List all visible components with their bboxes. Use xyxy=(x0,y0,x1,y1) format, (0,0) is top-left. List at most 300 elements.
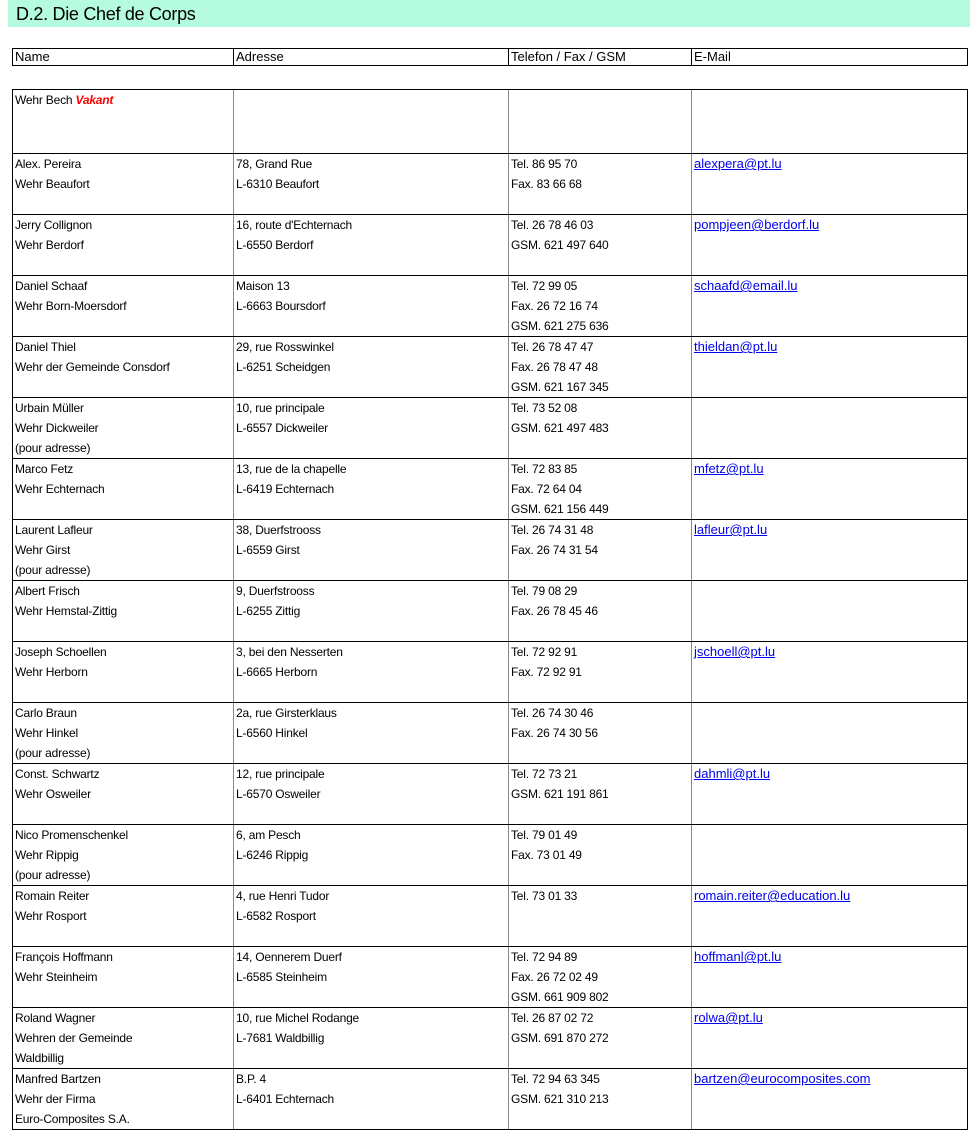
name-cell xyxy=(13,398,234,458)
email-cell-line xyxy=(694,459,967,479)
email-cell xyxy=(692,337,967,397)
email-cell-line xyxy=(694,132,967,153)
phone-cell-line: Tel. 86 95 70 xyxy=(511,157,578,171)
address-cell-line xyxy=(236,926,508,946)
address-cell-line: 29, rue Rosswinkel xyxy=(236,340,334,354)
address-cell-line: L-6665 Herborn xyxy=(236,665,318,679)
name-cell-line: Albert Frisch xyxy=(15,584,80,598)
name-cell-line: Wehr Dickweiler xyxy=(15,421,99,435)
name-cell xyxy=(13,764,234,824)
email-link[interactable]: romain.reiter@education.lu xyxy=(694,888,851,903)
phone-cell-line: Fax. 26 78 47 48 xyxy=(511,360,598,374)
name-cell-line: Wehr Hemstal-Zittig xyxy=(15,604,117,618)
phone-cell-line: Tel. 72 83 85 xyxy=(511,462,578,476)
name-cell-line: Wehr Rosport xyxy=(15,909,87,923)
name-cell-line: Wehr der Gemeinde Consdorf xyxy=(15,360,170,374)
phone-cell-line: Tel. 26 74 31 48 xyxy=(511,523,594,537)
address-cell xyxy=(234,90,509,153)
address-cell-line xyxy=(236,682,508,702)
name-cell-line: Romain Reiter xyxy=(15,889,90,903)
email-cell-line xyxy=(694,947,967,967)
email-cell-line xyxy=(694,682,967,702)
email-cell-line xyxy=(694,886,967,906)
email-link[interactable]: jschoell@pt.lu xyxy=(694,644,776,659)
address-cell xyxy=(234,154,509,214)
phone-cell-line: Tel. 72 99 05 xyxy=(511,279,578,293)
email-cell-line xyxy=(694,154,967,174)
name-cell xyxy=(13,459,234,519)
name-cell-line: Wehr Echternach xyxy=(15,482,105,496)
address-cell-line: 2a, rue Girsterklaus xyxy=(236,706,337,720)
email-link[interactable]: mfetz@pt.lu xyxy=(694,461,764,476)
address-cell-line xyxy=(236,1109,508,1129)
phone-cell xyxy=(509,581,692,641)
phone-cell-line: Fax. 26 72 02 49 xyxy=(511,970,598,984)
phone-cell xyxy=(509,398,692,458)
table-row xyxy=(13,276,967,337)
address-cell xyxy=(234,764,509,824)
address-cell-line: L-6550 Berdorf xyxy=(236,238,314,252)
email-cell-line xyxy=(694,111,967,132)
email-cell-line xyxy=(694,845,967,865)
phone-cell-line xyxy=(511,743,691,763)
name-cell-line: Daniel Thiel xyxy=(15,340,76,354)
address-cell-line: L-6310 Beaufort xyxy=(236,177,320,191)
name-cell-line: Joseph Schoellen xyxy=(15,645,107,659)
address-cell-line: L-6585 Steinheim xyxy=(236,970,327,984)
phone-cell-line: Tel. 26 87 02 72 xyxy=(511,1011,594,1025)
email-cell-line xyxy=(694,581,967,601)
name-cell xyxy=(13,825,234,885)
email-cell-line xyxy=(694,764,967,784)
address-cell-line xyxy=(236,621,508,641)
phone-cell-line xyxy=(511,621,691,641)
email-cell-line xyxy=(694,316,967,336)
address-cell-line xyxy=(236,743,508,763)
email-cell-line xyxy=(694,255,967,275)
address-cell-line: L-6255 Zittig xyxy=(236,604,301,618)
name-cell-line xyxy=(15,377,233,397)
email-cell-line xyxy=(694,296,967,316)
email-cell-line xyxy=(694,215,967,235)
email-link[interactable]: alexpera@pt.lu xyxy=(694,156,782,171)
name-cell xyxy=(13,947,234,1007)
name-cell-line: Wehr Girst xyxy=(15,543,71,557)
address-cell-line xyxy=(236,804,508,824)
address-cell-line: 78, Grand Rue xyxy=(236,157,313,171)
name-cell-line: Wehr Osweiler xyxy=(15,787,91,801)
name-cell-line: Jerry Collignon xyxy=(15,218,93,232)
phone-cell-line: Tel. 79 01 49 xyxy=(511,828,578,842)
email-cell-line xyxy=(694,1069,967,1089)
name-cell-line xyxy=(15,926,233,946)
table-row xyxy=(13,642,967,703)
address-cell xyxy=(234,215,509,275)
name-cell-line: Wehr Steinheim xyxy=(15,970,98,984)
email-cell-line xyxy=(694,540,967,560)
address-cell-line: L-6559 Girst xyxy=(236,543,300,557)
email-cell xyxy=(692,764,967,824)
table-row xyxy=(13,337,967,398)
table-row xyxy=(13,1069,967,1129)
address-cell xyxy=(234,825,509,885)
table-row xyxy=(13,581,967,642)
email-cell xyxy=(692,154,967,214)
email-cell-line xyxy=(694,743,967,763)
phone-cell xyxy=(509,154,692,214)
name-cell xyxy=(13,520,234,580)
email-cell-line xyxy=(694,357,967,377)
address-cell-line: 6, am Pesch xyxy=(236,828,301,842)
email-cell xyxy=(692,825,967,885)
name-cell xyxy=(13,1008,234,1068)
phone-cell-line xyxy=(511,926,691,946)
email-cell-line xyxy=(694,479,967,499)
address-cell-line: 10, rue principale xyxy=(236,401,325,415)
address-cell-line: L-6663 Boursdorf xyxy=(236,299,326,313)
phone-cell-line: Tel. 72 92 91 xyxy=(511,645,578,659)
email-link[interactable]: hoffmanl@pt.lu xyxy=(694,949,782,964)
phone-cell-line: GSM. 691 870 272 xyxy=(511,1031,609,1045)
name-cell-line: Daniel Schaaf xyxy=(15,279,88,293)
name-cell-line: Laurent Lafleur xyxy=(15,523,93,537)
phone-cell xyxy=(509,215,692,275)
phone-cell-line xyxy=(511,111,691,132)
email-cell-line xyxy=(694,235,967,255)
address-cell xyxy=(234,459,509,519)
address-cell-line: L-6419 Echternach xyxy=(236,482,335,496)
table-row xyxy=(13,520,967,581)
phone-cell-line: Fax. 73 01 49 xyxy=(511,848,582,862)
email-cell xyxy=(692,398,967,458)
email-cell-line xyxy=(694,804,967,824)
address-cell xyxy=(234,703,509,763)
email-cell-line xyxy=(694,926,967,946)
phone-cell-line xyxy=(511,682,691,702)
address-cell xyxy=(234,276,509,336)
address-cell xyxy=(234,1069,509,1129)
address-cell-line: L-6401 Echternach xyxy=(236,1092,335,1106)
email-link[interactable]: schaafd@email.lu xyxy=(694,278,798,293)
name-cell xyxy=(13,581,234,641)
name-cell-line: (pour adresse) xyxy=(15,441,91,455)
address-cell-line: Maison 13 xyxy=(236,279,290,293)
table-row xyxy=(13,886,967,947)
email-cell-line xyxy=(694,865,967,885)
section-title-bar xyxy=(8,0,970,27)
email-cell xyxy=(692,276,967,336)
address-cell-line: 10, rue Michel Rodange xyxy=(236,1011,360,1025)
email-cell xyxy=(692,1008,967,1068)
name-cell-line xyxy=(15,682,233,702)
name-cell-line: Marco Fetz xyxy=(15,462,74,476)
name-cell-line: Nico Promenschenkel xyxy=(15,828,128,842)
name-cell-line xyxy=(15,499,233,519)
email-cell xyxy=(692,642,967,702)
phone-cell xyxy=(509,764,692,824)
table-row xyxy=(13,764,967,825)
email-link[interactable]: dahmli@pt.lu xyxy=(694,766,771,781)
phone-cell-line: GSM. 661 909 802 xyxy=(511,990,609,1004)
name-cell-line: Carlo Braun xyxy=(15,706,77,720)
address-cell xyxy=(234,520,509,580)
vacant-label: Vakant xyxy=(75,93,114,107)
phone-cell-line: Tel. 79 08 29 xyxy=(511,584,578,598)
phone-cell-line: Tel. 73 01 33 xyxy=(511,889,578,903)
phone-cell-line: Tel. 26 78 46 03 xyxy=(511,218,594,232)
phone-cell xyxy=(509,276,692,336)
phone-cell-line: GSM. 621 156 449 xyxy=(511,502,609,516)
address-cell xyxy=(234,886,509,946)
name-cell-line: Wehren der Gemeinde xyxy=(15,1031,133,1045)
name-cell xyxy=(13,215,234,275)
name-cell-line: Manfred Bartzen xyxy=(15,1072,101,1086)
contacts-table xyxy=(12,89,968,1130)
email-cell-line xyxy=(694,276,967,296)
table-row xyxy=(13,154,967,215)
table-row xyxy=(13,947,967,1008)
phone-cell xyxy=(509,886,692,946)
address-cell-line xyxy=(236,132,508,153)
header-phone: Telefon / Fax / GSM xyxy=(509,49,692,65)
name-cell-line xyxy=(15,621,233,641)
phone-cell-line: Fax. 72 64 04 xyxy=(511,482,582,496)
name-cell-line xyxy=(15,255,233,275)
name-cell xyxy=(13,90,234,153)
phone-cell xyxy=(509,1008,692,1068)
email-cell-line xyxy=(694,499,967,519)
phone-cell-line: Tel. 73 52 08 xyxy=(511,401,578,415)
name-cell-line: Wehr der Firma xyxy=(15,1092,96,1106)
email-cell-line xyxy=(694,601,967,621)
phone-cell-line: Tel. 72 73 21 xyxy=(511,767,578,781)
header-name: Name xyxy=(13,49,234,65)
phone-cell-line: GSM. 621 275 636 xyxy=(511,319,609,333)
name-cell-line: (pour adresse) xyxy=(15,868,91,882)
phone-cell-line xyxy=(511,804,691,824)
phone-cell-line xyxy=(511,906,691,926)
email-cell-line xyxy=(694,520,967,540)
address-cell-line: 3, bei den Nesserten xyxy=(236,645,343,659)
table-row xyxy=(13,90,967,154)
email-cell xyxy=(692,215,967,275)
email-cell-line xyxy=(694,560,967,580)
email-cell-line xyxy=(694,662,967,682)
phone-cell-line: Tel. 26 78 47 47 xyxy=(511,340,594,354)
email-cell-line xyxy=(694,1109,967,1129)
address-cell xyxy=(234,642,509,702)
address-cell-line xyxy=(236,560,508,580)
email-cell-line xyxy=(694,723,967,743)
email-cell-line xyxy=(694,987,967,1007)
email-cell-line xyxy=(694,906,967,926)
email-cell-line xyxy=(694,90,967,111)
address-cell-line: 9, Duerfstrooss xyxy=(236,584,315,598)
email-cell-line xyxy=(694,174,967,194)
email-cell xyxy=(692,520,967,580)
phone-cell-line: GSM. 621 191 861 xyxy=(511,787,609,801)
phone-cell xyxy=(509,459,692,519)
name-cell-line xyxy=(15,804,233,824)
address-cell-line xyxy=(236,377,508,397)
address-cell-line: 16, route d'Echternach xyxy=(236,218,352,232)
name-cell xyxy=(13,1069,234,1129)
address-cell-line xyxy=(236,438,508,458)
phone-cell-line xyxy=(511,1109,691,1129)
phone-cell xyxy=(509,1069,692,1129)
header-email: E-Mail xyxy=(694,49,731,64)
name-cell-line: Urbain Müller xyxy=(15,401,84,415)
phone-cell-line: GSM. 621 310 213 xyxy=(511,1092,609,1106)
email-cell-line xyxy=(694,1089,967,1109)
address-cell-line: L-6246 Rippig xyxy=(236,848,309,862)
phone-cell xyxy=(509,642,692,702)
address-cell-line: L-7681 Waldbillig xyxy=(236,1031,325,1045)
address-cell xyxy=(234,581,509,641)
name-cell-line: (pour adresse) xyxy=(15,746,91,760)
address-cell xyxy=(234,1008,509,1068)
name-cell-line: (pour adresse) xyxy=(15,563,91,577)
phone-cell xyxy=(509,947,692,1007)
address-cell-line: L-6557 Dickweiler xyxy=(236,421,328,435)
name-cell-line: Roland Wagner xyxy=(15,1011,96,1025)
email-cell-line xyxy=(694,1048,967,1068)
phone-cell-line xyxy=(511,132,691,153)
email-cell xyxy=(692,1069,967,1129)
phone-cell-line xyxy=(511,865,691,885)
table-row xyxy=(13,459,967,520)
address-cell-line xyxy=(236,111,508,132)
name-cell xyxy=(13,276,234,336)
email-cell-line xyxy=(694,621,967,641)
phone-cell-line xyxy=(511,90,691,111)
name-cell-line: Wehr Rippig xyxy=(15,848,79,862)
phone-cell-line: Tel. 72 94 63 345 xyxy=(511,1072,600,1086)
phone-cell-line: GSM. 621 497 483 xyxy=(511,421,609,435)
address-cell-line xyxy=(236,255,508,275)
phone-cell-line: Tel. 26 74 30 46 xyxy=(511,706,594,720)
page-title: D.2. Die Chef de Corps xyxy=(16,4,196,24)
address-cell xyxy=(234,398,509,458)
name-cell-line: Const. Schwartz xyxy=(15,767,100,781)
email-cell-line xyxy=(694,642,967,662)
name-cell xyxy=(13,337,234,397)
name-cell-line xyxy=(15,111,233,132)
email-link[interactable]: lafleur@pt.lu xyxy=(694,522,768,537)
email-cell xyxy=(692,90,967,153)
phone-cell xyxy=(509,337,692,397)
table-row xyxy=(13,1008,967,1069)
address-cell xyxy=(234,947,509,1007)
phone-cell-line: GSM. 621 497 640 xyxy=(511,238,609,252)
phone-cell-line: GSM. 621 167 345 xyxy=(511,380,609,394)
address-cell-line: L-6582 Rosport xyxy=(236,909,316,923)
phone-cell-line xyxy=(511,1048,691,1068)
email-cell-line xyxy=(694,703,967,723)
name-cell-line xyxy=(15,194,233,214)
name-cell-line: Wehr Beaufort xyxy=(15,177,90,191)
phone-cell-line xyxy=(511,560,691,580)
table-row xyxy=(13,825,967,886)
name-cell xyxy=(13,154,234,214)
phone-cell-line: Fax. 26 74 31 54 xyxy=(511,543,598,557)
name-cell-line: Wehr Berdorf xyxy=(15,238,84,252)
email-cell-line xyxy=(694,1028,967,1048)
address-cell xyxy=(234,337,509,397)
phone-cell xyxy=(509,520,692,580)
email-cell xyxy=(692,886,967,946)
address-cell-line: 4, rue Henri Tudor xyxy=(236,889,330,903)
email-cell xyxy=(692,581,967,641)
name-cell xyxy=(13,886,234,946)
name-cell-line: Wehr Bech Vakant xyxy=(15,93,114,107)
address-cell-line: B.P. 4 xyxy=(236,1072,266,1086)
address-cell-line: L-6560 Hinkel xyxy=(236,726,308,740)
name-cell-line xyxy=(15,987,233,1007)
table-row xyxy=(13,703,967,764)
phone-cell xyxy=(509,90,692,153)
name-cell-line xyxy=(15,132,233,153)
phone-cell-line xyxy=(511,438,691,458)
email-cell-line xyxy=(694,438,967,458)
phone-cell-line: Fax. 26 72 16 74 xyxy=(511,299,598,313)
address-cell-line xyxy=(236,499,508,519)
name-cell-line: Euro-Composites S.A. xyxy=(15,1112,130,1126)
table-header xyxy=(12,48,968,66)
address-cell-line: 14, Oennerem Duerf xyxy=(236,950,342,964)
email-cell-line xyxy=(694,967,967,987)
phone-cell-line: Fax. 83 66 68 xyxy=(511,177,582,191)
address-cell-line: 13, rue de la chapelle xyxy=(236,462,347,476)
email-cell-line xyxy=(694,825,967,845)
email-link[interactable]: pompjeen@berdorf.lu xyxy=(694,217,820,232)
email-cell-line xyxy=(694,784,967,804)
name-cell-line xyxy=(15,316,233,336)
email-cell xyxy=(692,703,967,763)
table-row xyxy=(13,215,967,276)
name-cell-line: Wehr Born-Moersdorf xyxy=(15,299,127,313)
address-cell-line: 12, rue principale xyxy=(236,767,325,781)
phone-cell-line: Fax. 26 78 45 46 xyxy=(511,604,598,618)
email-cell xyxy=(692,459,967,519)
name-cell-line: Wehr Hinkel xyxy=(15,726,78,740)
address-cell-line: L-6570 Osweiler xyxy=(236,787,321,801)
email-cell-line xyxy=(694,1008,967,1028)
name-cell-line: François Hoffmann xyxy=(15,950,113,964)
phone-cell-line xyxy=(511,255,691,275)
name-cell-line: Alex. Pereira xyxy=(15,157,82,171)
phone-cell xyxy=(509,825,692,885)
email-link[interactable]: rolwa@pt.lu xyxy=(694,1010,763,1025)
phone-cell-line: Fax. 26 74 30 56 xyxy=(511,726,598,740)
address-cell-line xyxy=(236,90,508,111)
address-cell-line xyxy=(236,194,508,214)
email-cell xyxy=(692,947,967,1007)
phone-cell-line: Tel. 72 94 89 xyxy=(511,950,578,964)
email-link[interactable]: thieldan@pt.lu xyxy=(694,339,778,354)
header-address: Adresse xyxy=(234,49,509,65)
email-link[interactable]: bartzen@eurocomposites.com xyxy=(694,1071,871,1086)
name-cell xyxy=(13,703,234,763)
name-cell xyxy=(13,642,234,702)
address-cell-line xyxy=(236,865,508,885)
address-cell-line xyxy=(236,1048,508,1068)
name-cell-line: Wehr Herborn xyxy=(15,665,88,679)
email-cell-line xyxy=(694,377,967,397)
address-cell-line: 38, Duerfstrooss xyxy=(236,523,321,537)
email-cell-line xyxy=(694,418,967,438)
address-cell-line xyxy=(236,316,508,336)
